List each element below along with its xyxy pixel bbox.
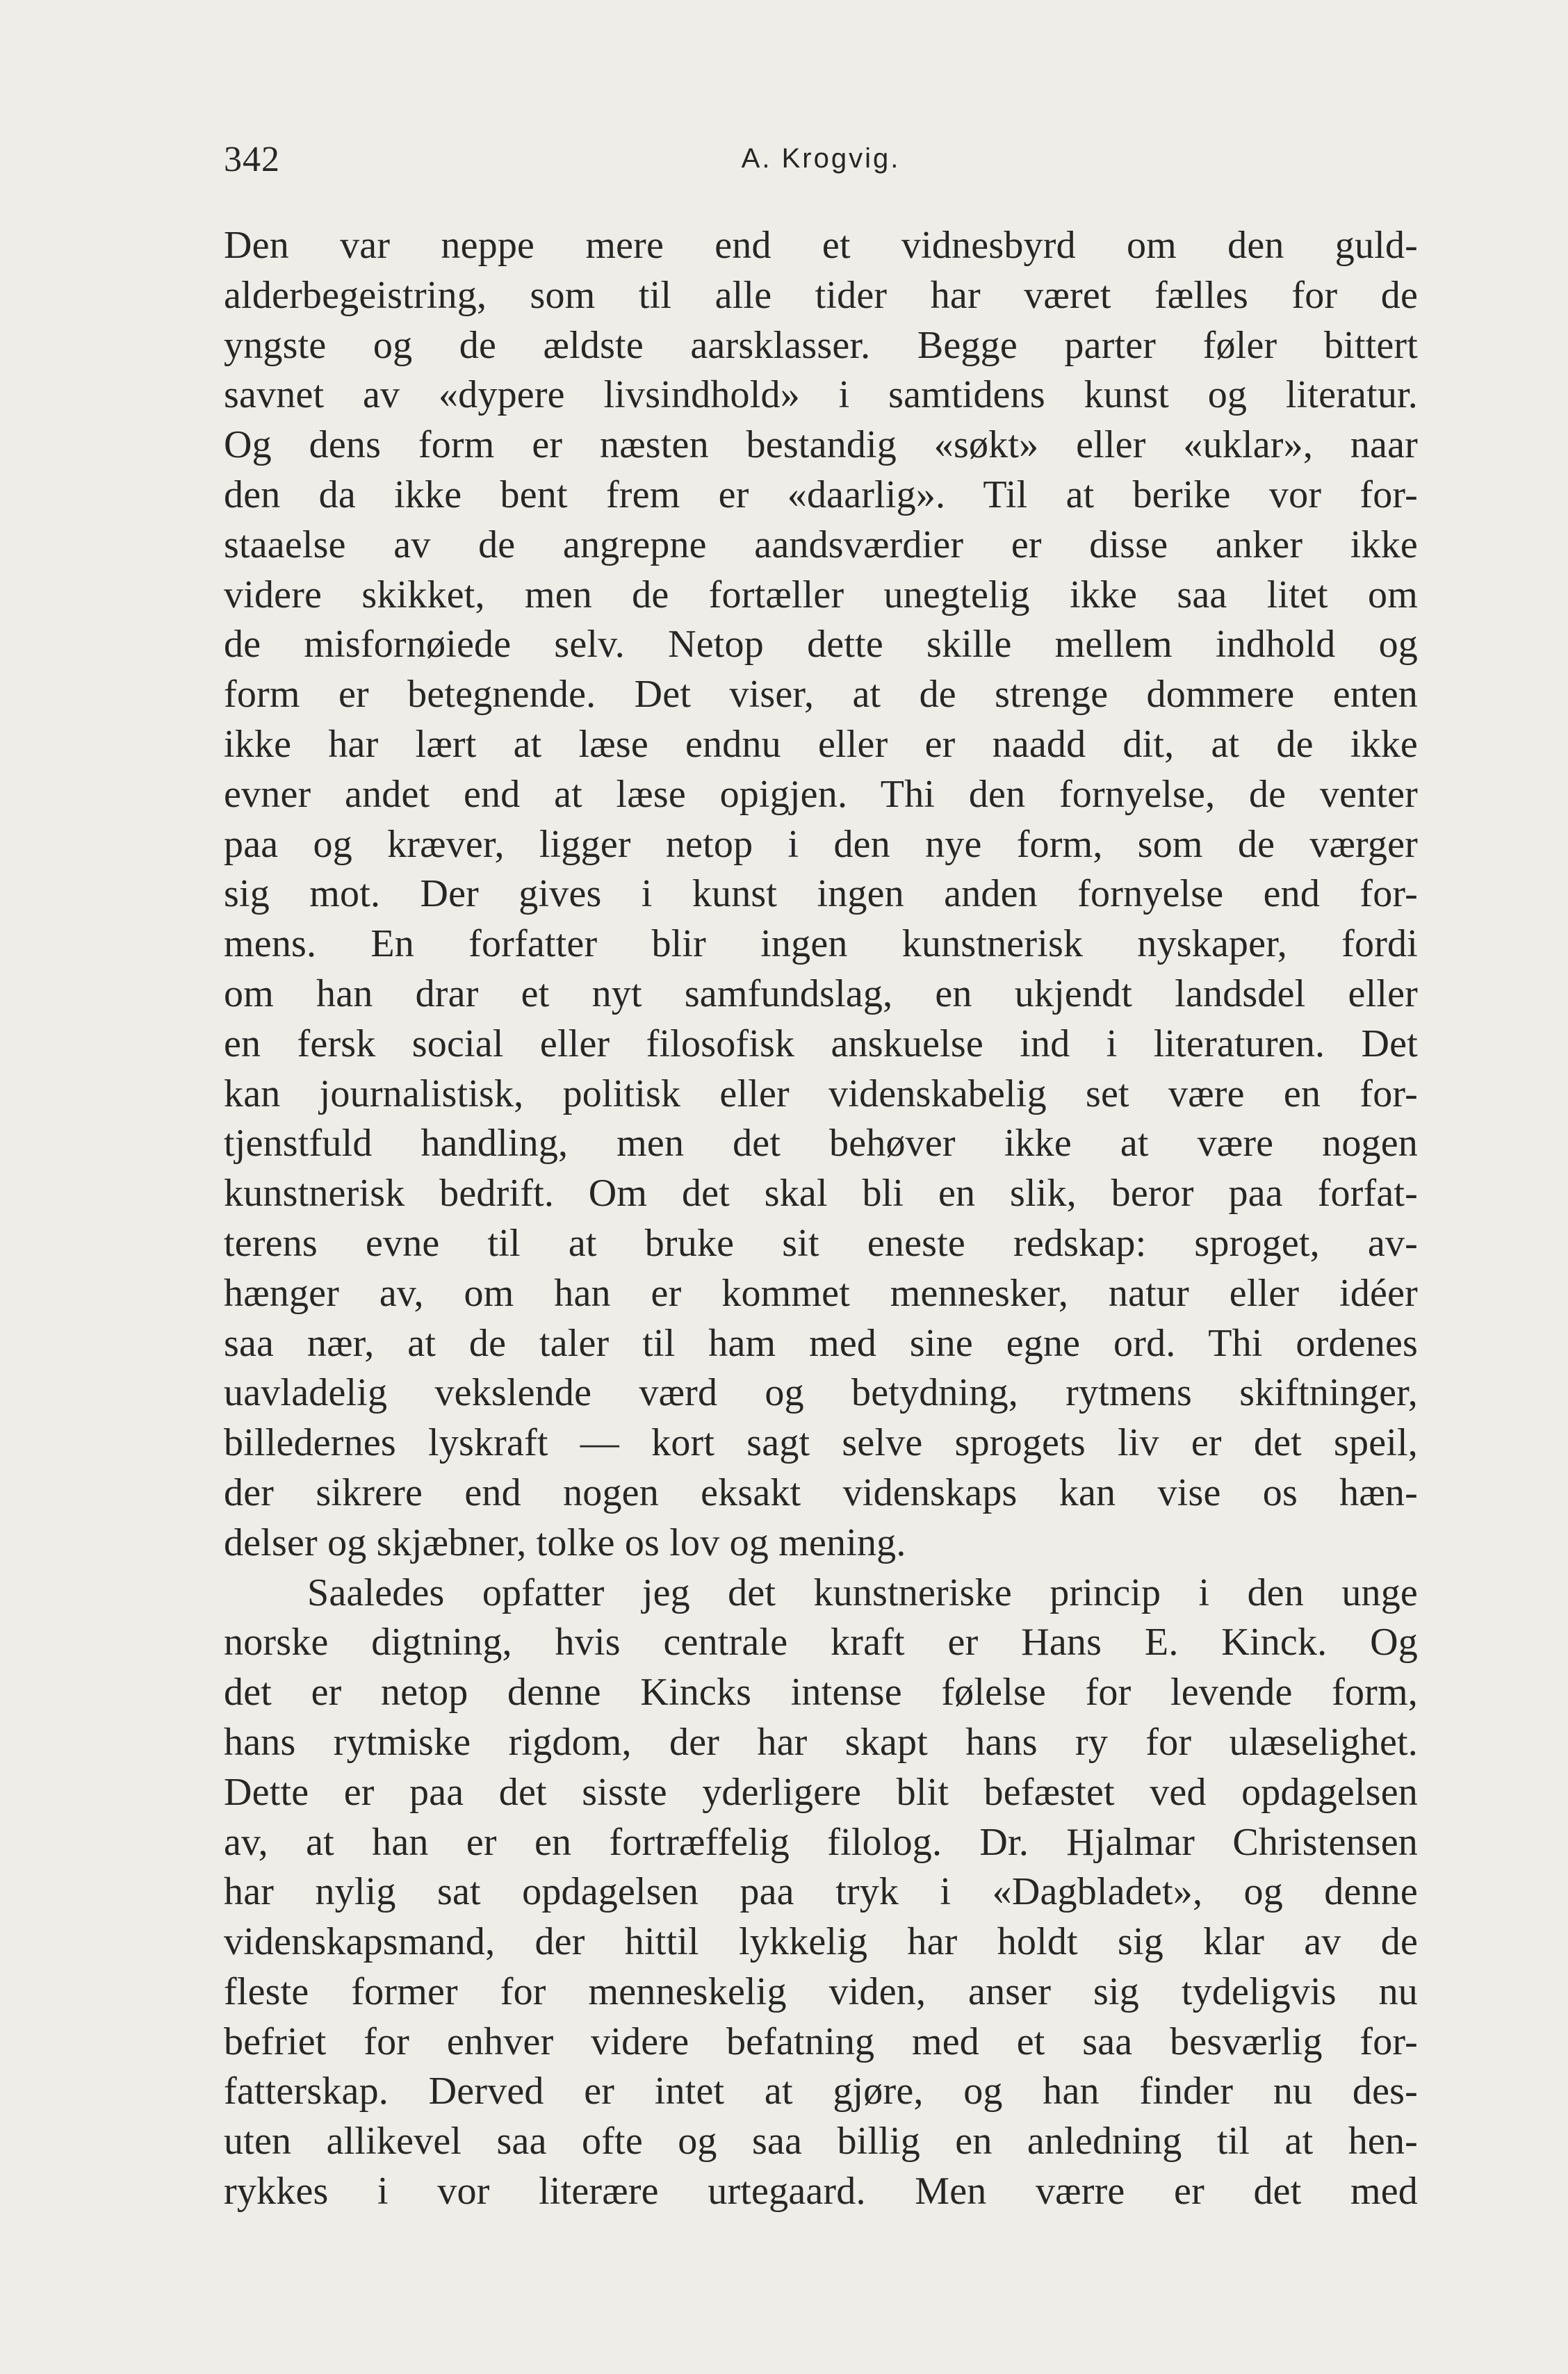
text-line: befriet for enhver videre befatning med et saa besværlig for- — [224, 2020, 1418, 2063]
text-line: rykkes i vor literære urtegaard. Men værre er det med — [224, 2170, 1418, 2213]
text-line: staaelse av de angrepne aandsværdier er disse anker ikke — [224, 523, 1418, 566]
text-line: uavladelig vekslende værd og betydning, rytmens skiftninger, — [224, 1371, 1418, 1415]
text-line: videre skikket, men de fortæller unegtelig ikke saa litet om — [224, 573, 1418, 616]
text-line: der sikrere end nogen eksakt videnskaps kan vise os hæn- — [224, 1471, 1418, 1514]
text-line: de misfornøiede selv. Netop dette skille mellem indhold og — [224, 623, 1418, 666]
body-text — [224, 221, 1418, 2217]
text-line: saa nær, at de taler til ham med sine egne ord. Thi ordenes — [224, 1321, 1418, 1365]
text-line: form er betegnende. Det viser, at de strenge dommere enten — [224, 673, 1418, 717]
text-line: hans rytmiske rigdom, der har skapt hans ry for ulæselighet. — [224, 1720, 1418, 1764]
text-line: paa og kræver, ligger netop i den nye form, som de værger — [224, 822, 1418, 866]
text-line: sig mot. Der gives i kunst ingen anden fornyelse end for- — [224, 872, 1418, 916]
text-line: hænger av, om han er kommet mennesker, natur eller idéer — [224, 1271, 1418, 1315]
text-line: tjenstfuld handling, men det behøver ikke at være nogen — [224, 1122, 1418, 1165]
text-line: ikke har lært at læse endnu eller er naadd dit, at de ikke — [224, 722, 1418, 766]
text-line: fleste former for menneskelig viden, anser sig tydeligvis nu — [224, 1970, 1418, 2013]
text-line: fatterskap. Derved er intet at gjøre, og han finder nu des- — [224, 2070, 1418, 2113]
text-line: om han drar et nyt samfundslag, en ukjendt landsdel eller — [224, 972, 1418, 1015]
text-line: norske digtning, hvis centrale kraft er Hans E. Kinck. Og — [224, 1621, 1418, 1664]
text-line: Den var neppe mere end et vidnesbyrd om den guld- — [224, 224, 1418, 267]
text-line: evner andet end at læse opigjen. Thi den fornyelse, de venter — [224, 772, 1418, 816]
text-line: Saaledes opfatter jeg det kunstneriske princip i den unge — [307, 1571, 1418, 1614]
text-line: terens evne til at bruke sit eneste redskap: sproget, av- — [224, 1221, 1418, 1265]
text-line: savnet av «dypere livsindhold» i samtidens kunst og literatur. — [224, 373, 1418, 417]
text-line: kunstnerisk bedrift. Om det skal bli en slik, beror paa forfat- — [224, 1172, 1418, 1215]
text-line: Og dens form er næsten bestandig «søkt» eller «uklar», naar — [224, 423, 1418, 467]
running-head: A. Krogvig. — [741, 143, 901, 174]
text-line: videnskapsmand, der hittil lykkelig har holdt sig klar av de — [224, 1920, 1418, 1964]
page-header — [224, 139, 1418, 188]
text-line: det er netop denne Kincks intense følelse for levende form, — [224, 1671, 1418, 1714]
text-line: billedernes lyskraft — kort sagt selve sprogets liv er det speil, — [224, 1421, 1418, 1465]
text-line: mens. En forfatter blir ingen kunstnerisk nyskaper, fordi — [224, 922, 1418, 966]
text-line: av, at han er en fortræffelig filolog. Dr. Hjalmar Christensen — [224, 1820, 1418, 1864]
text-line: har nylig sat opdagelsen paa tryk i «Dagbladet», og denne — [224, 1870, 1418, 1914]
text-line: alderbegeistring, som til alle tider har været fælles for de — [224, 273, 1418, 317]
page-number: 342 — [224, 140, 280, 179]
text-line: en fersk social eller filosofisk anskuelse ind i literaturen. Det — [224, 1022, 1418, 1065]
text-line: delser og skjæbner, tolke os lov og mening. — [224, 1521, 906, 1564]
text-line: den da ikke bent frem er «daarlig». Til at berike vor for- — [224, 473, 1418, 516]
text-line: uten allikevel saa ofte og saa billig en anledning til at hen- — [224, 2120, 1418, 2163]
text-line: Dette er paa det sisste yderligere blit befæstet ved opdagelsen — [224, 1770, 1418, 1814]
text-line: yngste og de ældste aarsklasser. Begge parter føler bittert — [224, 323, 1418, 367]
text-line: kan journalistisk, politisk eller videnskabelig set være en for- — [224, 1072, 1418, 1115]
